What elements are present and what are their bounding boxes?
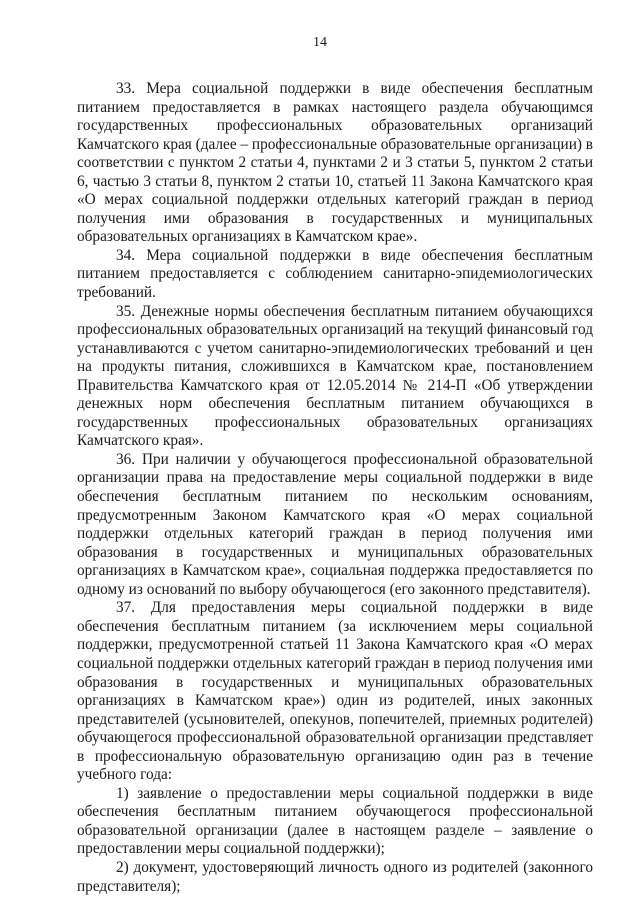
paragraph-35: 35. Денежные нормы обеспечения бесплатным питанием обучающихся профессиональных образовательных организаций на текущий финансовый год устанавливаются с учетом санитарно-эпидемиологических требований и цен на продукты питания, сложившихся в Камчатском крае, постановлением Правительства Камчатского края от 12.05.2014 № 214-П «Об утверждении денежных норм обеспечения бесплатным питанием обучающихся в государственных профессиональных образовательных организациях Камчатского края». — [77, 302, 593, 450]
document-body — [77, 80, 593, 896]
page-number: 14 — [313, 35, 327, 50]
paragraph-33: 33. Мера социальной поддержки в виде обеспечения бесплатным питанием предоставляется в рамках настоящего раздела обучающимся государственных профессиональных образовательных организаций Камчатского края (далее – профессиональные образовательные организации) в соответствии с пунктом 2 статьи 4, пунктами 2 и 3 статьи 5, пунктом 2 статьи 6, частью 3 статьи 8, пунктом 2 статьи 10, статьей 11 Закона Камчатского края «О мерах социальной поддержки отдельных категорий граждан в период получения ими образования в государственных и муниципальных образовательных организациях в Камчатском крае». — [77, 80, 594, 246]
paragraph-37: 37. Для предоставления меры социальной поддержки в виде обеспечения бесплатным питанием (за исключением меры социальной поддержки, предусмотренной статьей 11 Закона Камчатского края «О мерах социальной поддержки отдельных категорий граждан в период получения ими образования в государственных и муниципальных образовательных организациях в Камчатском крае») один из родителей, иных законных представителей (усыновителей, опекунов, попечителей, приемных родителей) обучающегося профессиональной образовательной организации представляет в профессиональную образовательную организацию один раз в течение учебного года: — [77, 599, 593, 784]
list-item-2: 2) документ, удостоверяющий личность одного из родителей (законного представителя); — [77, 858, 593, 895]
paragraph-36: 36. При наличии у обучающегося профессиональной образовательной организации права на предоставление меры социальной поддержки в виде обеспечения бесплатным питанием по нескольким основаниям, предусмотренным Законом Камчатского края «О мерах социальной поддержки отдельных категорий граждан в период получения ими образования в государственных и муниципальных образовательных организациях в Камчатском крае», социальная поддержка предоставляется по одному из оснований по выбору обучающегося (его законного представителя). — [77, 450, 593, 598]
paragraph-34: 34. Мера социальной поддержки в виде обеспечения бесплатным питанием предоставляется с соблюдением санитарно-эпидемиологических требований. — [77, 246, 593, 302]
list-item-1: 1) заявление о предоставлении меры социальной поддержки в виде обеспечения бесплатным питанием обучающегося профессиональной образовательной организации (далее в настоящем разделе – заявление о предоставлении меры социальной поддержки); — [77, 784, 593, 858]
